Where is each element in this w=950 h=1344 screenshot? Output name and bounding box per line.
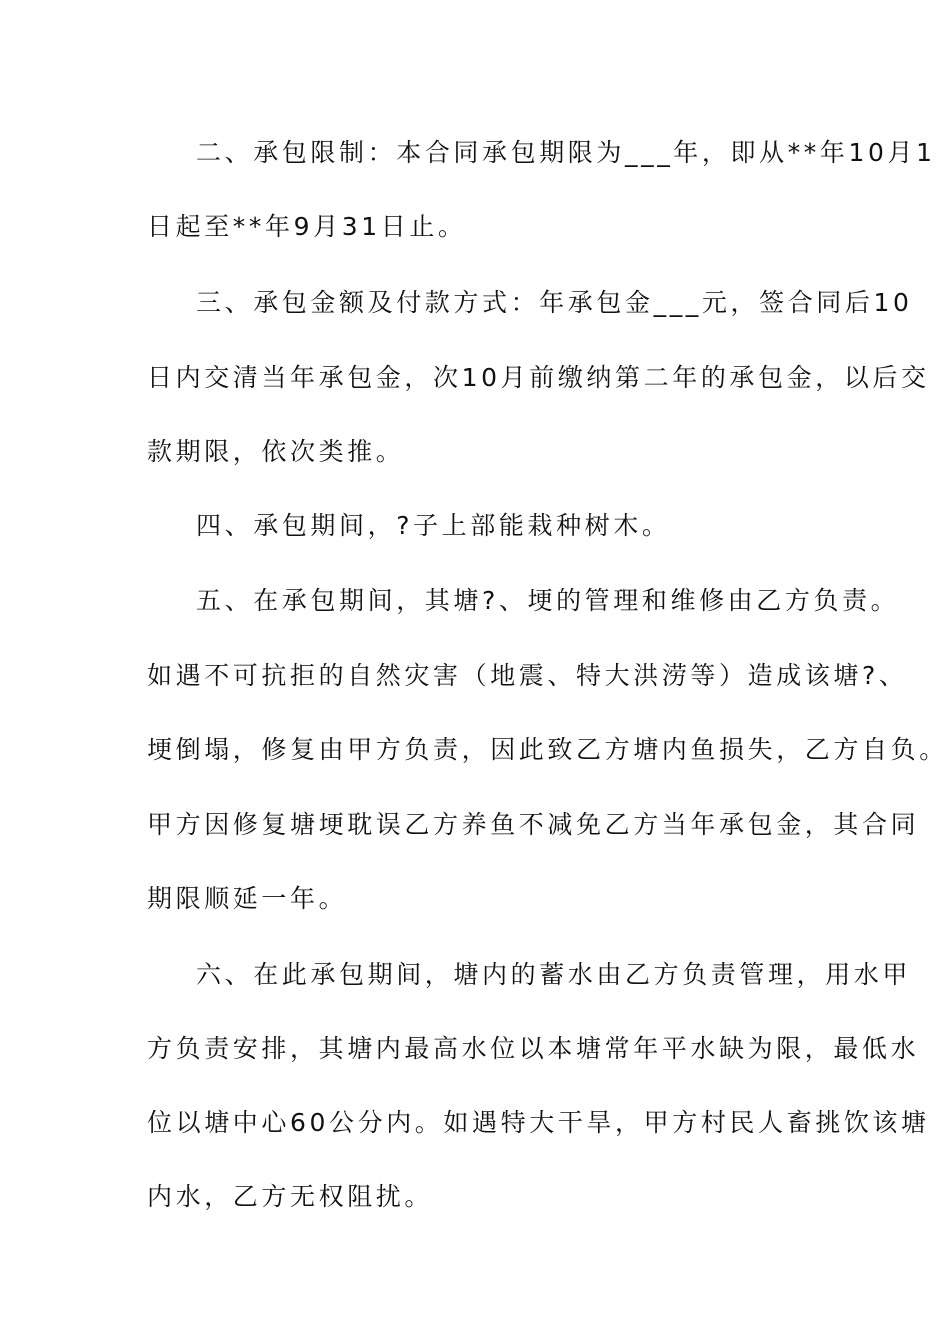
clause-2-line-1: 二、承包限制：本合同承包期限为___年，即从**年10月1 xyxy=(196,138,936,167)
clause-5-line-2: 如遇不可抗拒的自然灾害（地震、特大洪涝等）造成该塘?、 xyxy=(147,661,908,690)
clause-6-line-2: 方负责安排，其塘内最高水位以本塘常年平水缺为限，最低水 xyxy=(147,1034,920,1063)
clause-5-line-5: 期限顺延一年。 xyxy=(147,884,348,913)
clause-6-line-3: 位以塘中心60公分内。如遇特大干旱，甲方村民人畜挑饮该塘 xyxy=(147,1108,930,1137)
clause-2-line-2: 日起至**年9月31日止。 xyxy=(147,212,467,241)
clause-3-line-3: 款期限，依次类推。 xyxy=(147,437,405,466)
clause-6-line-4: 内水，乙方无权阻扰。 xyxy=(147,1182,434,1211)
clause-3-line-2: 日内交清当年承包金，次10月前缴纳第二年的承包金，以后交 xyxy=(147,363,930,392)
clause-5-line-1: 五、在承包期间，其塘?、埂的管理和维修由乙方负责。 xyxy=(196,586,900,615)
clause-6-line-1: 六、在此承包期间，塘内的蓄水由乙方负责管理，用水甲 xyxy=(196,960,912,989)
clause-3-line-1: 三、承包金额及付款方式：年承包金___元，签合同后10 xyxy=(196,288,913,317)
clause-5-line-4: 甲方因修复塘埂耽误乙方养鱼不减免乙方当年承包金，其合同 xyxy=(147,810,920,839)
clause-4-line-1: 四、承包期间，?子上部能栽种树木。 xyxy=(196,511,671,540)
clause-5-line-3: 埂倒塌，修复由甲方负责，因此致乙方塘内鱼损失，乙方自负。 xyxy=(147,735,948,764)
